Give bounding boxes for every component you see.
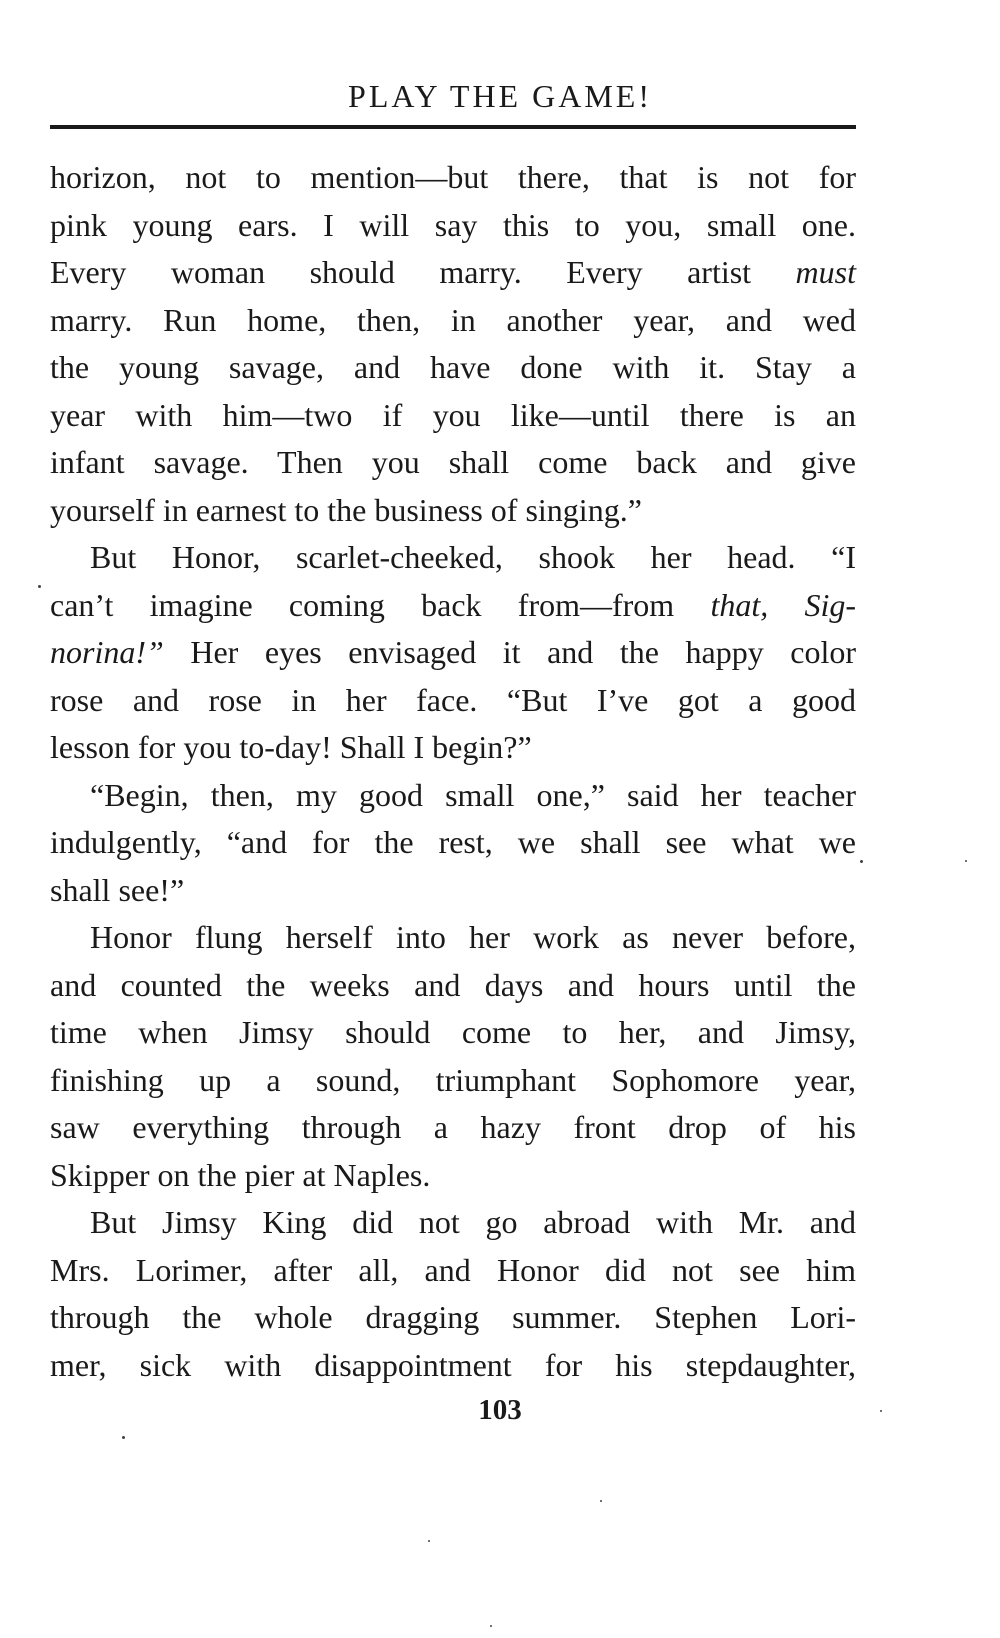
- text-line: and counted the weeks and days and hours until the: [50, 966, 856, 1003]
- text-line: But Honor, scarlet-cheeked, shook her head. “I: [90, 539, 856, 575]
- italic-emphasis: norina!”: [50, 634, 164, 670]
- text-line: lesson for you to-day! Shall I begin?”: [50, 729, 532, 765]
- text-line: rose and rose in her face. “But I’ve got a good: [50, 681, 856, 718]
- italic-emphasis: that, Sig-: [710, 586, 857, 623]
- text-line: But Jimsy King did not go abroad with Mr. and: [90, 1204, 856, 1240]
- text-line: the young savage, and have done with it. Stay a: [50, 349, 856, 385]
- scan-speck: [880, 1410, 882, 1412]
- text-line: “Begin, then, my good small one,” said her teacher: [90, 776, 856, 813]
- text-line: Skipper on the pier at Naples.: [50, 1156, 431, 1193]
- text-line: Every woman should marry. Every artist must: [50, 254, 856, 290]
- scan-speck: [490, 1625, 492, 1627]
- text-line: indulgently, “and for the rest, we shall see what we: [50, 824, 856, 860]
- page-number: 103: [478, 1394, 522, 1426]
- scan-speck: [38, 585, 41, 588]
- text-line: time when Jimsy should come to her, and Jimsy,: [50, 1014, 856, 1050]
- text-line: Honor flung herself into her work as never before,: [90, 919, 856, 955]
- text-line: through the whole dragging summer. Stephen Lori-: [50, 1299, 856, 1335]
- header-rule: [50, 125, 856, 129]
- text-line: infant savage. Then you shall come back and give: [50, 444, 856, 480]
- body-text: [50, 154, 856, 1389]
- text-line: Mrs. Lorimer, after all, and Honor did not see him: [50, 1251, 856, 1288]
- scan-speck: [600, 1500, 602, 1502]
- text-line: pink young ears. I will say this to you, small one.: [50, 206, 856, 243]
- text-line: year with him—two if you like—until there is an: [50, 396, 856, 433]
- text-line: saw everything through a hazy front drop of his: [50, 1109, 856, 1145]
- running-head: PLAY THE GAME!: [348, 78, 652, 114]
- scan-speck: [965, 860, 967, 862]
- text-line: marry. Run home, then, in another year, and wed: [50, 301, 856, 338]
- italic-emphasis: must: [795, 254, 856, 290]
- scan-speck: [428, 1540, 430, 1542]
- text-line: shall see!”: [50, 871, 185, 908]
- text-line: norina!” Her eyes envisaged it and the happy color: [50, 634, 856, 670]
- text-line: horizon, not to mention—but there, that is not for: [50, 159, 856, 195]
- text-line: finishing up a sound, triumphant Sophomore year,: [50, 1061, 856, 1098]
- scan-speck: [860, 860, 863, 863]
- text-line: yourself in earnest to the business of singing.”: [50, 491, 642, 528]
- text-line: can’t imagine coming back from—from that, Sig-: [50, 586, 857, 623]
- text-line: mer, sick with disappointment for his stepdaughter,: [50, 1346, 856, 1383]
- scan-speck: [122, 1436, 125, 1439]
